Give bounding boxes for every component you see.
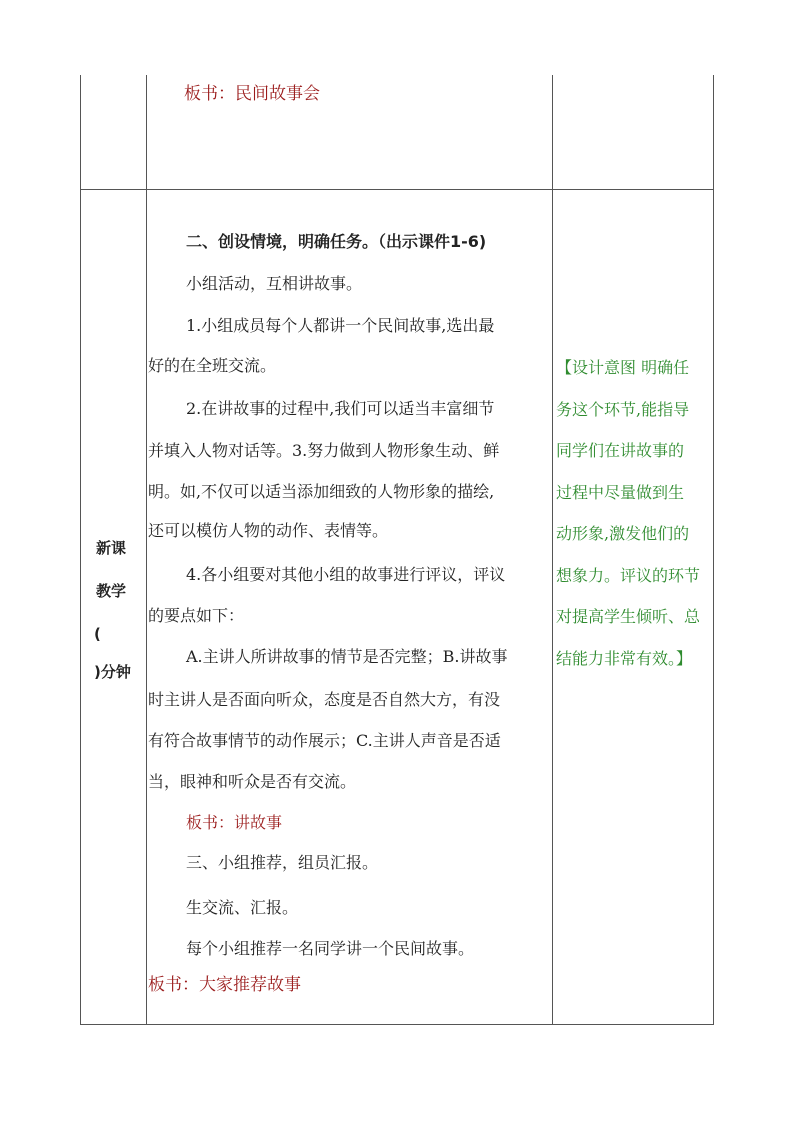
design-note-line: 结能力非常有效。】 [556, 649, 693, 668]
section-label-line1: 新课 [96, 539, 127, 557]
table-col-divider-1 [146, 75, 147, 1025]
paragraph: 的要点如下： [148, 606, 245, 625]
paragraph: 每个小组推荐一名同学讲一个民间故事。 [186, 939, 475, 958]
table-left-border [80, 75, 81, 1025]
design-note-line: 【设计意图 明确任 [556, 358, 690, 377]
step3-heading: 三、小组推荐，组员汇报。 [186, 853, 379, 872]
paragraph: 有符合故事情节的动作展示；C.主讲人声音是否适 [148, 731, 501, 750]
paragraph: 并填入人物对话等。3.努力做到人物形象生动、鲜 [148, 441, 500, 460]
design-note-line: 动形象,激发他们的 [556, 524, 690, 543]
design-note-line: 过程中尽量做到生 [556, 483, 685, 502]
board-note-title: 板书：民间故事会 [184, 84, 320, 104]
paragraph: 当，眼神和听众是否有交流。 [148, 772, 357, 791]
design-note-line: 对提高学生倾听、总 [556, 607, 701, 626]
table-right-border [713, 75, 714, 1025]
step2-courseware-ref: （出示课件1-6) [378, 232, 487, 251]
table-row-divider [80, 189, 714, 190]
step2-heading [186, 232, 486, 252]
board-note-recommend: 板书：大家推荐故事 [148, 975, 301, 995]
section-label-line3: ( [94, 625, 101, 643]
design-note-line: 同学们在讲故事的 [556, 441, 685, 460]
board-note-story: 板书：讲故事 [186, 813, 283, 832]
design-note-line: 想象力。评议的环节 [556, 566, 701, 585]
table-col-divider-2 [552, 75, 553, 1025]
paragraph: 小组活动，互相讲故事。 [186, 274, 363, 293]
paragraph: 好的在全班交流。 [148, 356, 277, 375]
design-note-line: 务这个环节,能指导 [556, 400, 690, 419]
table-bottom-border [80, 1024, 714, 1025]
section-label-line2: 教学 [96, 582, 127, 600]
paragraph: 明。如,不仅可以适当添加细致的人物形象的描绘, [148, 482, 495, 501]
paragraph: A.主讲人所讲故事的情节是否完整；B.讲故事 [186, 647, 508, 666]
paragraph: 还可以模仿人物的动作、表情等。 [148, 521, 389, 540]
step2-heading-text: 二、创设情境，明确任务。 [186, 232, 379, 251]
paragraph: 1.小组成员每个人都讲一个民间故事,选出最 [186, 316, 495, 335]
paragraph: 4.各小组要对其他小组的故事进行评议，评议 [186, 565, 506, 584]
paragraph: 生交流、汇报。 [186, 898, 299, 917]
paragraph: 2.在讲故事的过程中,我们可以适当丰富细节 [186, 399, 495, 418]
paragraph: 时主讲人是否面向听众，态度是否自然大方，有没 [148, 690, 501, 709]
section-label-line4: )分钟 [94, 663, 131, 681]
